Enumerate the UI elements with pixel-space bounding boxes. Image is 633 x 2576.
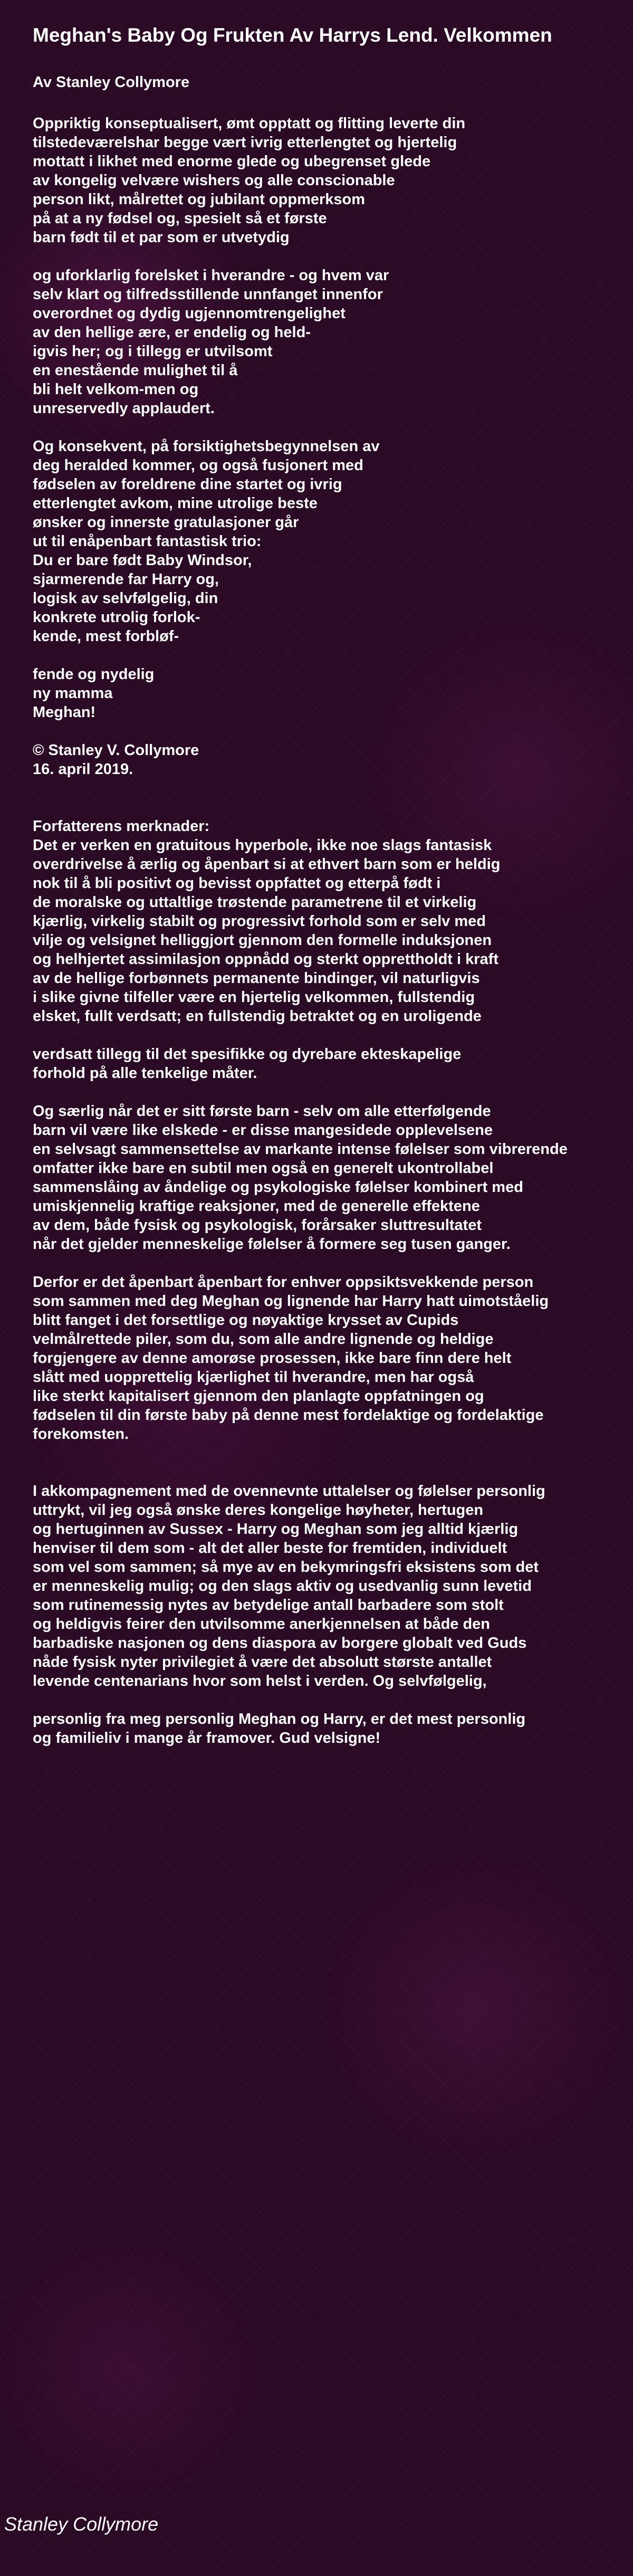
poem-container [33,0,633,2576]
poem-body: Oppriktig konseptualisert, ømt opptatt og flitting leverte din tilstedeværelshar begge vært ivrig etterlengtet og hjertelig mottatt i likhet med enorme glede og ubegrenset glede av kongelig velvære wishers og alle conscionable person likt, målrettet og jubilant oppmerksom på at a ny fødsel og, spesielt så et første barn født til et par som er utvetydig og uforklarlig forelsket i hverandre - og hvem var selv klart og tilfredsstillende unnfanget innenfor overordnet og dydig ugjennomtrengelighet av den hellige ære, er endelig og held- igvis her; og i tillegg er utvilsomt en enestående mulighet til å bli helt velkom-men og unreservedly applaudert. Og konsekvent, på forsiktighetsbegynnelsen av deg heralded kommer, og også fusjonert med fødselen av foreldrene dine startet og ivrig etterlengtet avkom, mine utrolige beste ønsker og innerste gratulasjoner går ut til enåpenbart fantastisk trio: Du er bare født Baby Windsor, sjarmerende far Harry og, logisk av selvfølgelig, din konkrete utrolig forlok- kende, mest forbløf- fende og nydelig ny mamma Meghan! © Stanley V. Collymore 16. april 2019. Forfatterens merknader: Det er verken en gratuitous hyperbole, ikke noe slags fantasisk overdrivelse å ærlig og åpenbart si at ethvert barn som er heldig nok til å bli positivt og bevisst oppfattet og etterpå født i de moralske og uttaltlige trøstende parametrene til et virkelig kjærlig, virkelig stabilt og progressivt forhold som er selv med vilje og velsignet helliggjort gjennom den formelle induksjonen og helhjertet assimilasjon oppnådd og sterkt opprettholdt i kraft av de hellige forbønnets permanente bindinger, vil naturligvis i slike givne tilfeller være en hjertelig velkommen, fullstendig elsket, fullt verdsatt; en fullstendig betraktet og en uroligende verdsatt tillegg til det spesifikke og dyrebare ekteskapelige forhold på alle tenkelige måter. Og særlig når det er sitt første barn - selv om alle etterfølgende barn vil være like elskede - er disse mangesidede opplevelsene en selvsagt sammensettelse av markante intense følelser som vibrerende omfatter ikke bare en subtil men også en generelt ukontrollabel sammenslåing av åndelige og psykologiske følelser kombinert med umiskjennelig kraftige reaksjoner, med de generelle effektene av dem, både fysisk og psykologisk, forårsaker sluttresultatet når det gjelder menneskelige følelser å formere seg tusen ganger. Derfor er det åpenbart åpenbart for enhver oppsiktsvekkende person som sammen med deg Meghan og lignende har Harry hatt uimotståelig blitt fanget i det forsettlige og nøyaktige krysset av Cupids velmålrettede piler, som du, som alle andre lignende og heldige forgjengere av denne amorøse prosessen, ikke bare finn dere helt slått med uopprettelig kjærlighet til hverandre, men har også like sterkt kapitalisert gjennom den planlagte oppfatningen og fødselen til din første baby på denne mest fordelaktige og fordelaktige forekomsten. I akkompagnement med de ovennevnte uttalelser og følelser personlig uttrykt, vil jeg også ønske deres kongelige høyheter, hertugen og hertuginnen av Sussex - Harry og Meghan som jeg alltid kjærlig henviser til dem som - alt det aller beste for fremtiden, individuelt som vel som sammen; så mye av en bekymringsfri eksistens som det er menneskelig mulig; og den slags aktiv og usedvanlig sunn levetid som rutinemessig nytes av betydelige antall barbadere som stolt og heldigvis feirer den utvilsomme anerkjennelsen at både den barbadiske nasjonen og dens diaspora av borgere globalt ved Guds nåde fysisk nyter privilegiet å være det absolutt største antallet levende centenarians hvor som helst i verden. Og selvfølgelig, personlig fra meg personlig Meghan og Harry, er det mest personlig og familieliv i mange år framover. Gud velsigne! [33,115,568,1747]
poem-title: Meghan's Baby Og Frukten Av Harrys Lend. Velkommen [33,24,552,46]
poem-author-byline: Av Stanley Collymore [33,74,190,91]
author-signature: Stanley Collymore [4,2513,159,2535]
